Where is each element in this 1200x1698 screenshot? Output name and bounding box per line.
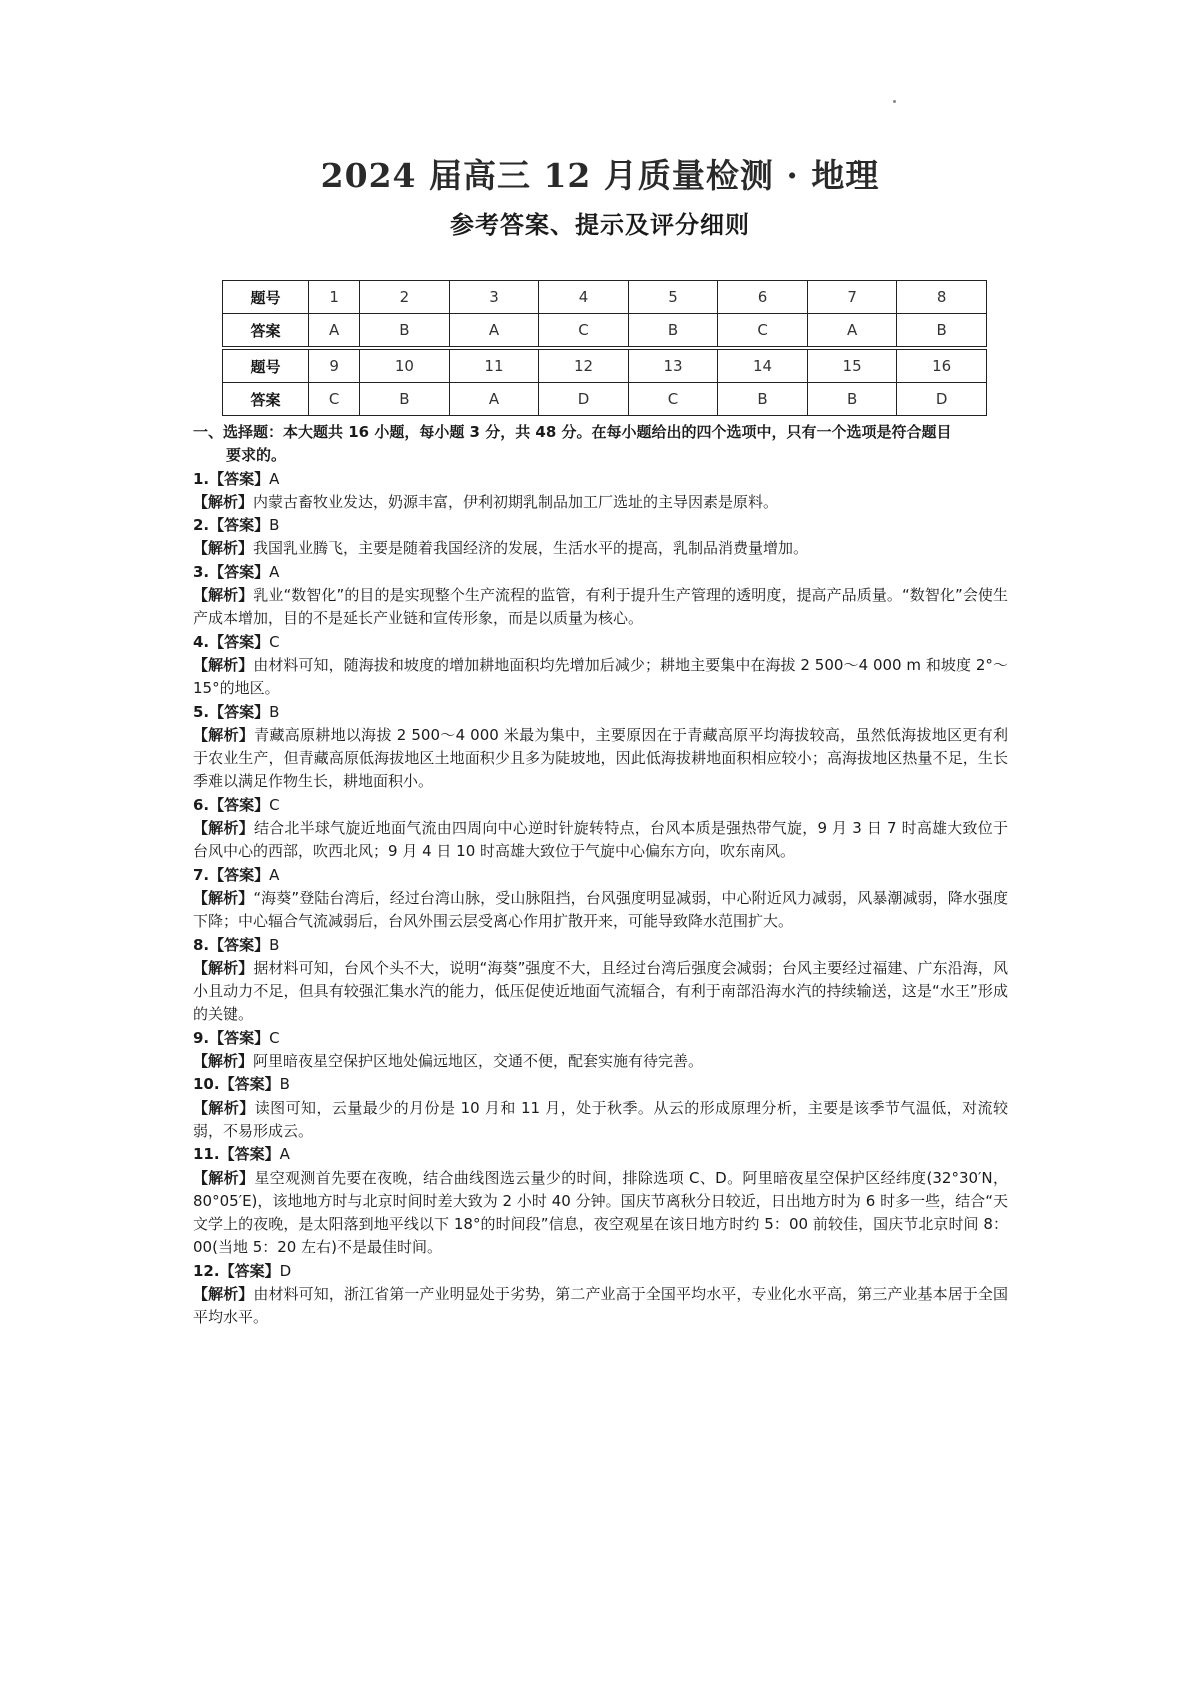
analysis-line <box>193 584 1008 631</box>
answer-letter: A <box>269 469 280 488</box>
analysis-text: 阿里暗夜星空保护区地处偏远地区，交通不便，配套实施有待完善。 <box>253 1052 704 1071</box>
section-heading-line1: 一、选择题：本大题共 16 小题，每小题 3 分，共 48 分。在每小题给出的四个选项中，只有一个选项是符合题目 <box>193 423 952 441</box>
answer-line <box>193 631 1008 654</box>
answer-letter: A <box>279 1145 290 1164</box>
answer-row <box>223 314 987 347</box>
analysis-tag: 【解析】 <box>193 586 254 605</box>
question-number-cell: 9 <box>309 350 360 383</box>
analysis-line <box>193 887 1008 934</box>
solution-item <box>193 514 1008 561</box>
analysis-line <box>193 1097 1008 1144</box>
answer-line <box>193 468 1008 491</box>
analysis-tag: 【解析】 <box>193 725 255 744</box>
answer-line <box>193 864 1008 887</box>
answer-cell: C <box>309 383 360 416</box>
analysis-text: 由材料可知，随海拔和坡度的增加耕地面积均先增加后减少；耕地主要集中在海拔 2 500～4 000 m 和坡度 2°～15°的地区。 <box>193 655 1008 698</box>
analysis-tag: 【解析】 <box>193 1052 254 1071</box>
item-number: 4. <box>193 632 210 651</box>
analysis-tag: 【解析】 <box>193 958 254 977</box>
solution-item <box>193 1073 1008 1143</box>
analysis-text: 读图可知，云量最少的月份是 10 月和 11 月，处于秋季。从云的形成原理分析，主要是该季节气温低，对流较弱，不易形成云。 <box>193 1098 1008 1140</box>
question-number-cell: 3 <box>449 281 539 314</box>
item-number: 7. <box>193 865 210 884</box>
question-number-cell: 8 <box>897 281 987 314</box>
question-number-label: 题号 <box>223 281 309 314</box>
analysis-text: 青藏高原耕地以海拔 2 500～4 000 米最为集中，主要原因在于青藏高原平均海拔较高，虽然低海拔地区更有利于农业生产，但青藏高原低海拔地区土地面积少且多为陡坡地，因此低海拔耕地面积相应较小；高海拔地区热量不足，生长季难以满足作物生长，耕地面积小。 <box>193 725 1008 791</box>
answer-line <box>193 794 1008 817</box>
answer-letter: A <box>269 865 280 884</box>
question-number-cell: 6 <box>718 281 808 314</box>
answer-cell: B <box>807 383 897 416</box>
answer-row <box>223 383 987 416</box>
answer-letter: C <box>269 1028 280 1047</box>
analysis-text: 由材料可知，浙江省第一产业明显处于劣势，第二产业高于全国平均水平，专业化水平高，第三产业基本居于全国平均水平。 <box>193 1284 1008 1327</box>
item-number: 2. <box>193 516 210 535</box>
answer-cell: C <box>718 314 808 347</box>
answer-line <box>193 701 1008 724</box>
answer-cell: D <box>539 383 629 416</box>
solution-item <box>193 1027 1008 1074</box>
analysis-tag: 【解析】 <box>193 492 254 511</box>
answer-cell: A <box>807 314 897 347</box>
answer-label: 答案 <box>223 383 309 416</box>
answer-cell: B <box>360 383 450 416</box>
answer-tag: 【答案】 <box>209 469 270 488</box>
answer-cell: B <box>897 314 987 347</box>
item-number: 3. <box>193 562 210 581</box>
answer-line <box>193 514 1008 537</box>
analysis-text: 内蒙古畜牧业发达，奶源丰富，伊利初期乳制品加工厂选址的主导因素是原料。 <box>253 492 779 511</box>
analysis-text: “海葵”登陆台湾后，经过台湾山脉，受山脉阻挡，台风强度明显减弱，中心附近风力减弱，风暴潮减弱，降水强度下降；中心辐合气流减弱后，台风外围云层受离心作用扩散开来，可能导致降水范围扩大。 <box>193 888 1008 931</box>
answer-tag: 【答案】 <box>209 562 270 581</box>
answer-tag: 【答案】 <box>209 865 270 884</box>
answer-line <box>193 1260 1008 1283</box>
section-heading <box>193 421 1008 468</box>
question-number-cell: 15 <box>807 350 897 383</box>
analysis-text: 乳业“数智化”的目的是实现整个生产流程的监管，有利于提升生产管理的透明度，提高产品质量。“数智化”会使生产成本增加，目的不是延长产业链和宣传形象，而是以质量为核心。 <box>193 586 1008 628</box>
question-number-label: 题号 <box>223 350 309 383</box>
analysis-tag: 【解析】 <box>193 655 254 674</box>
answer-tag: 【答案】 <box>209 935 270 954</box>
answer-tag: 【答案】 <box>219 1075 280 1094</box>
solution-item <box>193 794 1008 864</box>
question-number-cell: 11 <box>449 350 539 383</box>
question-number-cell: 4 <box>539 281 629 314</box>
answer-letter: D <box>279 1261 292 1280</box>
question-number-cell: 12 <box>539 350 629 383</box>
answer-tag: 【答案】 <box>209 632 270 651</box>
answer-cell: B <box>360 314 450 347</box>
item-number: 8. <box>193 935 210 954</box>
answer-cell: B <box>718 383 808 416</box>
answer-letter: B <box>279 1075 290 1094</box>
answer-cell: A <box>449 383 539 416</box>
answer-key-table <box>222 280 987 416</box>
answer-line <box>193 561 1008 584</box>
analysis-tag: 【解析】 <box>193 539 254 558</box>
item-number: 1. <box>193 469 210 488</box>
question-number-cell: 1 <box>309 281 360 314</box>
solution-items <box>193 468 1008 1330</box>
question-number-cell: 2 <box>360 281 450 314</box>
section-heading-line2: 要求的。 <box>226 446 287 465</box>
solutions-body <box>193 421 1008 1330</box>
answer-tag: 【答案】 <box>219 1145 280 1164</box>
answer-cell: C <box>628 383 718 416</box>
answer-cell: C <box>539 314 629 347</box>
item-number: 12. <box>193 1261 220 1280</box>
item-number: 9. <box>193 1028 210 1047</box>
question-number-cell: 16 <box>897 350 987 383</box>
answer-cell: A <box>309 314 360 347</box>
analysis-line <box>193 957 1008 1027</box>
analysis-line <box>193 1050 1008 1073</box>
solution-item <box>193 934 1008 1027</box>
question-number-row <box>223 350 987 383</box>
question-number-cell: 5 <box>628 281 718 314</box>
analysis-text: 结合北半球气旋近地面气流由四周向中心逆时针旋转特点，台风本质是强热带气旋，9 月 3 日 7 时高雄大致位于台风中心的西部，吹西北风；9 月 4 日 10 时高雄大致位于气旋中心偏东方向，吹东南风。 <box>193 819 1008 861</box>
question-number-cell: 14 <box>718 350 808 383</box>
answer-letter: C <box>269 632 280 651</box>
solution-item <box>193 561 1008 631</box>
answer-cell: B <box>628 314 718 347</box>
page-title: 2024 届高三 12 月质量检测 · 地理 <box>320 156 880 195</box>
answer-line <box>193 934 1008 957</box>
answer-tag: 【答案】 <box>219 1261 280 1280</box>
answer-line <box>193 1027 1008 1050</box>
analysis-tag: 【解析】 <box>193 819 254 838</box>
item-number: 6. <box>193 795 210 814</box>
item-number: 11. <box>193 1145 220 1164</box>
analysis-line <box>193 724 1008 794</box>
analysis-line <box>193 654 1008 701</box>
solution-item <box>193 631 1008 701</box>
analysis-text: 我国乳业腾飞，主要是随着我国经济的发展，生活水平的提高，乳制品消费量增加。 <box>253 539 809 558</box>
analysis-tag: 【解析】 <box>193 1284 254 1303</box>
analysis-line <box>193 1167 1008 1260</box>
answer-letter: B <box>269 702 280 721</box>
analysis-tag: 【解析】 <box>193 1168 255 1187</box>
analysis-tag: 【解析】 <box>193 1098 255 1117</box>
item-number: 5. <box>193 702 210 721</box>
answer-line <box>193 1073 1008 1096</box>
answer-tag: 【答案】 <box>209 702 270 721</box>
question-number-cell: 7 <box>807 281 897 314</box>
answer-letter: A <box>269 562 280 581</box>
solution-item <box>193 1260 1008 1330</box>
analysis-tag: 【解析】 <box>193 888 254 907</box>
question-number-cell: 10 <box>360 350 450 383</box>
answer-letter: B <box>269 516 280 535</box>
solution-item <box>193 701 1008 794</box>
answer-label: 答案 <box>223 314 309 347</box>
solution-item <box>193 864 1008 934</box>
analysis-line <box>193 491 1008 514</box>
page-subtitle: 参考答案、提示及评分细则 <box>450 210 750 239</box>
analysis-text: 据材料可知，台风个头不大，说明“海葵”强度不大，且经过台湾后强度会减弱；台风主要经过福建、广东沿海，风小且动力不足，但具有较强汇集水汽的能力，低压促使近地面气流辐合，有利于南部沿海水汽的持续输送，这是“水王”形成的关键。 <box>193 958 1008 1024</box>
answer-tag: 【答案】 <box>209 795 270 814</box>
answer-letter: B <box>269 935 280 954</box>
solution-item <box>193 468 1008 515</box>
answer-tag: 【答案】 <box>209 1028 270 1047</box>
scan-speck <box>893 100 896 103</box>
question-number-cell: 13 <box>628 350 718 383</box>
analysis-text: 星空观测首先要在夜晚，结合曲线图选云量少的时间，排除选项 C、D。阿里暗夜星空保护区经纬度(32°30′N，80°05′E)，该地地方时与北京时间时差大致为 2 小时 40 分钟。国庆节离秋分日较近，日出地方时为 6 时多一些，结合“天文学上的夜晚，是太阳落到地平线以下 18°的时间段”信息，夜空观星在该日地方时约 5：00 前较佳，国庆节北京时间 8：00(当地 5：20 左右)不是最佳时间。 <box>193 1168 1008 1257</box>
answer-letter: C <box>269 795 280 814</box>
analysis-line <box>193 817 1008 864</box>
answer-line <box>193 1143 1008 1166</box>
answer-cell: A <box>449 314 539 347</box>
answer-cell: D <box>897 383 987 416</box>
item-number: 10. <box>193 1075 220 1094</box>
question-number-row <box>223 281 987 314</box>
answer-tag: 【答案】 <box>209 516 270 535</box>
analysis-line <box>193 1283 1008 1330</box>
analysis-line <box>193 537 1008 560</box>
solution-item <box>193 1143 1008 1259</box>
